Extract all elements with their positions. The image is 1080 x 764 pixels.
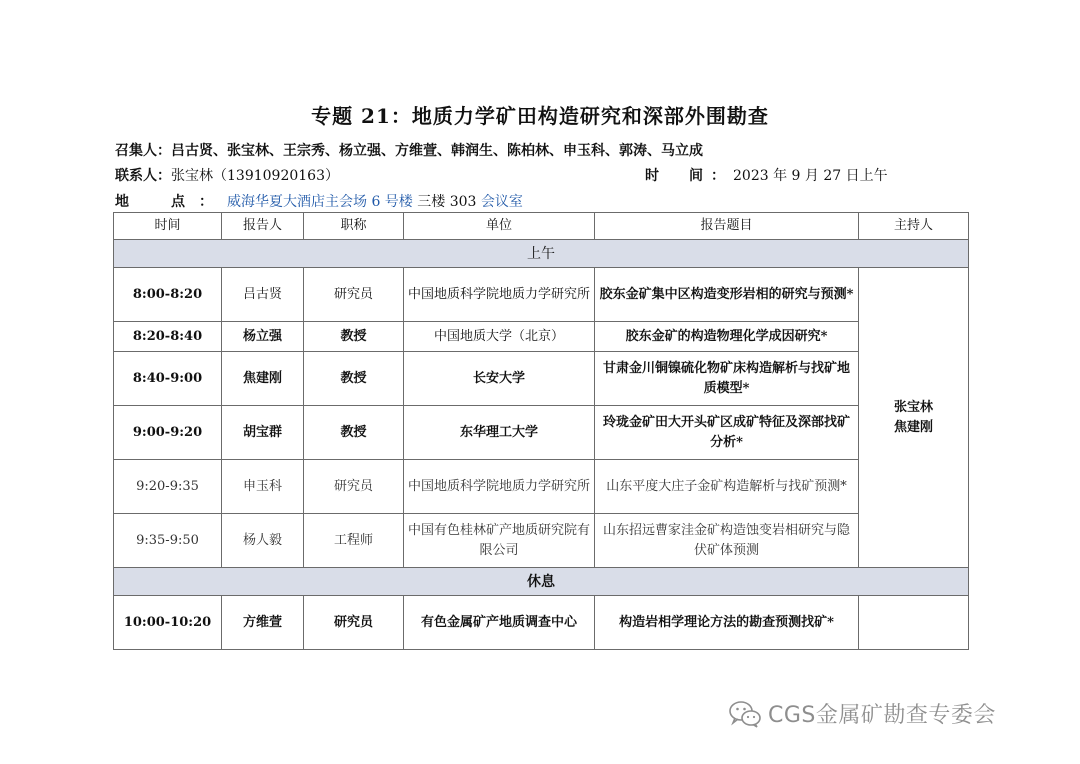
cell-rank: 研究员 bbox=[304, 268, 404, 322]
place-venue: 威海华夏大酒店主会场 6 号楼 bbox=[227, 194, 413, 210]
section-row-break bbox=[114, 568, 969, 596]
contact-label: 联系人： bbox=[115, 168, 171, 184]
cell-topic: 山东招远曹家洼金矿构造蚀变岩相研究与隐伏矿体预测 bbox=[595, 514, 859, 568]
cell-unit: 长安大学 bbox=[404, 352, 595, 406]
convener-names: 吕古贤、张宝林、王宗秀、杨立强、方维萱、韩润生、陈柏林、申玉科、郭涛、马立成 bbox=[171, 143, 703, 159]
table-row bbox=[114, 514, 969, 568]
cell-unit: 东华理工大学 bbox=[404, 406, 595, 460]
time-label: 时 间： bbox=[645, 168, 733, 184]
header-rank: 职称 bbox=[304, 213, 404, 240]
cell-host-empty bbox=[859, 596, 969, 650]
table-header-row bbox=[114, 213, 969, 240]
table-row bbox=[114, 596, 969, 650]
cell-speaker: 申玉科 bbox=[222, 460, 304, 514]
time-value: 2023 年 9 月 27 日上午 bbox=[733, 168, 888, 184]
place-label: 地 点： bbox=[115, 194, 227, 210]
place-hall: 会议室 bbox=[480, 194, 523, 210]
cell-time: 9:20-9:35 bbox=[114, 460, 222, 514]
header-host: 主持人 bbox=[859, 213, 969, 240]
header-time: 时间 bbox=[114, 213, 222, 240]
cell-rank: 教授 bbox=[304, 406, 404, 460]
table-row bbox=[114, 406, 969, 460]
convener-line bbox=[115, 140, 703, 160]
watermark bbox=[728, 698, 996, 729]
place-room: 三楼 303 bbox=[417, 194, 477, 210]
cell-speaker: 杨立强 bbox=[222, 322, 304, 352]
cell-unit: 中国地质科学院地质力学研究所 bbox=[404, 460, 595, 514]
document-title: 专题 21：地质力学矿田构造研究和深部外围勘查 bbox=[311, 104, 769, 128]
cell-speaker: 吕古贤 bbox=[222, 268, 304, 322]
cell-time: 9:35-9:50 bbox=[114, 514, 222, 568]
cell-unit: 有色金属矿产地质调查中心 bbox=[404, 596, 595, 650]
cell-speaker: 胡宝群 bbox=[222, 406, 304, 460]
cell-time: 8:20-8:40 bbox=[114, 322, 222, 352]
header-speaker: 报告人 bbox=[222, 213, 304, 240]
convener-label: 召集人： bbox=[115, 143, 171, 159]
cell-rank: 工程师 bbox=[304, 514, 404, 568]
cell-topic: 玲珑金矿田大开头矿区成矿特征及深部找矿分析* bbox=[595, 406, 859, 460]
place-line bbox=[115, 191, 523, 211]
table-row bbox=[114, 352, 969, 406]
table-row bbox=[114, 268, 969, 322]
schedule-table bbox=[113, 212, 969, 650]
cell-speaker: 杨人毅 bbox=[222, 514, 304, 568]
section-label-morning: 上午 bbox=[114, 240, 969, 268]
time-line bbox=[645, 165, 888, 185]
cell-speaker: 方维萱 bbox=[222, 596, 304, 650]
cell-time: 8:00-8:20 bbox=[114, 268, 222, 322]
cell-speaker: 焦建刚 bbox=[222, 352, 304, 406]
table-row bbox=[114, 322, 969, 352]
cell-time: 8:40-9:00 bbox=[114, 352, 222, 406]
header-topic: 报告题目 bbox=[595, 213, 859, 240]
cell-topic: 山东平度大庄子金矿构造解析与找矿预测* bbox=[595, 460, 859, 514]
watermark-text: CGS金属矿勘查专委会 bbox=[768, 703, 996, 728]
cell-unit: 中国地质科学院地质力学研究所 bbox=[404, 268, 595, 322]
cell-rank: 研究员 bbox=[304, 596, 404, 650]
cell-topic: 甘肃金川铜镍硫化物矿床构造解析与找矿地质模型* bbox=[595, 352, 859, 406]
cell-time: 9:00-9:20 bbox=[114, 406, 222, 460]
cell-topic: 胶东金矿集中区构造变形岩相的研究与预测* bbox=[595, 268, 859, 322]
cell-host: 张宝林 焦建刚 bbox=[859, 268, 969, 568]
section-label-break: 休息 bbox=[114, 568, 969, 596]
contact-line bbox=[115, 165, 339, 185]
cell-time: 10:00-10:20 bbox=[114, 596, 222, 650]
cell-rank: 教授 bbox=[304, 352, 404, 406]
cell-unit: 中国地质大学（北京） bbox=[404, 322, 595, 352]
header-unit: 单位 bbox=[404, 213, 595, 240]
cell-rank: 教授 bbox=[304, 322, 404, 352]
cell-topic: 构造岩相学理论方法的勘查预测找矿* bbox=[595, 596, 859, 650]
cell-unit: 中国有色桂林矿产地质研究院有限公司 bbox=[404, 514, 595, 568]
wechat-icon bbox=[728, 699, 762, 729]
section-row-morning bbox=[114, 240, 969, 268]
cell-rank: 研究员 bbox=[304, 460, 404, 514]
table-row bbox=[114, 460, 969, 514]
contact-value: 张宝林（13910920163） bbox=[171, 168, 339, 184]
cell-topic: 胶东金矿的构造物理化学成因研究* bbox=[595, 322, 859, 352]
